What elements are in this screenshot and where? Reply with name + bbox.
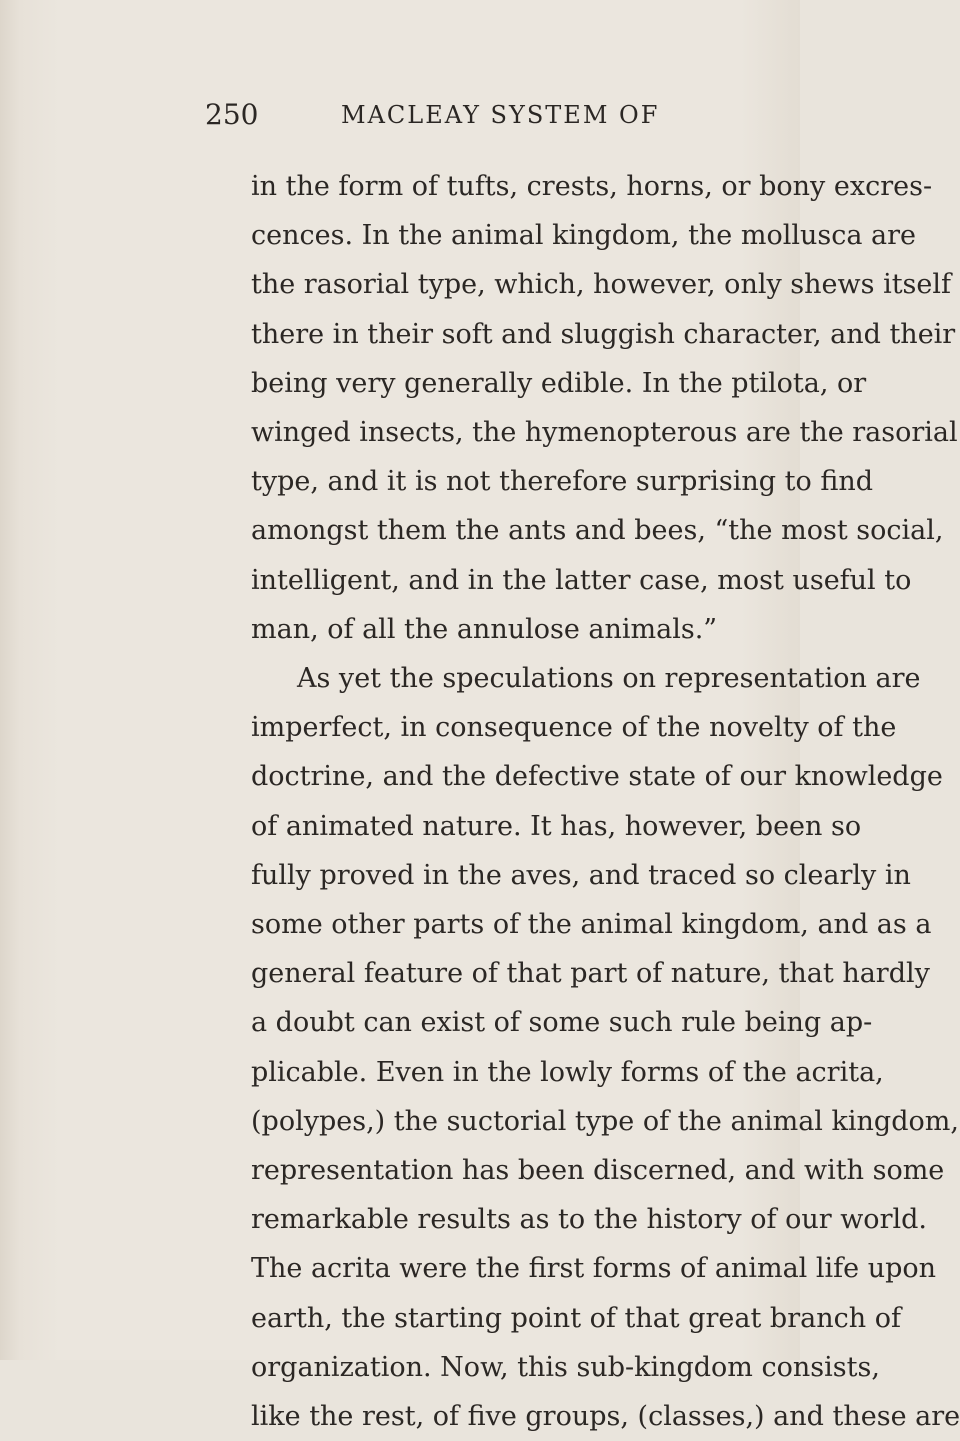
body-text bbox=[251, 162, 960, 1441]
page-number: 250 bbox=[205, 98, 259, 131]
text-line: general feature of that part of nature, that hardly bbox=[251, 958, 930, 990]
running-head: MACLEAY SYSTEM OF bbox=[341, 101, 660, 129]
text-line: winged insects, the hymenopterous are the rasorial bbox=[251, 417, 958, 449]
text-line: being very generally edible. In the ptilota, or bbox=[251, 367, 867, 399]
text-line: the rasorial type, which, however, only shews itself bbox=[251, 269, 952, 301]
text-line: type, and it is not therefore surprising to find bbox=[251, 466, 874, 498]
text-line: As yet the speculations on representation are bbox=[297, 663, 921, 695]
text-line: man, of all the annulose animals.” bbox=[251, 613, 718, 645]
text-line: there in their soft and sluggish character, and their bbox=[251, 318, 956, 350]
text-line: earth, the starting point of that great branch of bbox=[251, 1302, 901, 1334]
text-line: of animated nature. It has, however, been so bbox=[251, 810, 862, 842]
text-line: in the form of tufts, crests, horns, or bony excres- bbox=[251, 171, 933, 202]
text-line: (polypes,) the suctorial type of the animal kingdom, bbox=[251, 1105, 959, 1137]
text-line: some other parts of the animal kingdom, and as a bbox=[251, 909, 932, 941]
text-line: amongst them the ants and bees, “the most social, bbox=[251, 515, 944, 547]
text-line: fully proved in the aves, and traced so clearly in bbox=[251, 859, 911, 891]
text-line: cences. In the animal kingdom, the mollusca are bbox=[251, 220, 917, 252]
text-line: intelligent, and in the latter case, most useful to bbox=[251, 564, 912, 596]
text-line: plicable. Even in the lowly forms of the acrita, bbox=[251, 1056, 884, 1088]
text-line: imperfect, in consequence of the novelty of the bbox=[251, 712, 897, 744]
text-line: a doubt can exist of some such rule being ap- bbox=[251, 1007, 873, 1039]
text-line: like the rest, of five groups, (classes,) and these are bbox=[251, 1401, 960, 1433]
text-line: The acrita were the first forms of animal life upon bbox=[251, 1253, 937, 1285]
text-line: remarkable results as to the history of our world. bbox=[251, 1204, 927, 1236]
text-line: organization. Now, this sub-kingdom consists, bbox=[251, 1351, 880, 1383]
page-header bbox=[205, 98, 760, 138]
text-line: representation has been discerned, and with some bbox=[251, 1155, 945, 1187]
text-line: doctrine, and the defective state of our knowledge bbox=[251, 761, 943, 793]
